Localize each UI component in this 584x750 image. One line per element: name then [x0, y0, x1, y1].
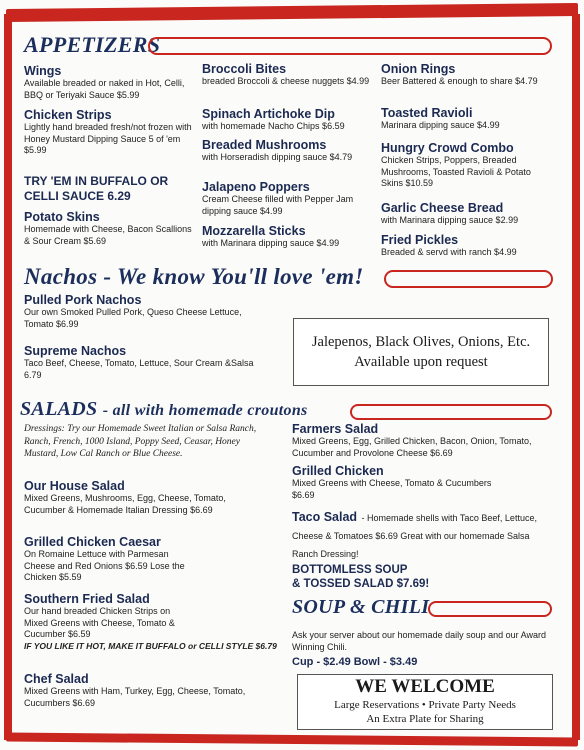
menu-frame-bottom: [6, 733, 578, 747]
item-desc: Mixed Greens with Ham, Turkey, Egg, Cheese, Tomato, Cucumbers $6.69: [24, 686, 246, 708]
appetizer-item: [202, 180, 367, 217]
nacho-item: [24, 293, 249, 330]
item-name: Grilled Chicken: [292, 464, 384, 478]
welcome-box: [297, 674, 553, 730]
item-name: Pulled Pork Nachos: [24, 293, 142, 307]
salads-subtitle: - all with homemade croutons: [102, 402, 308, 419]
menu-frame-left: [4, 14, 12, 740]
salads-title: [20, 398, 308, 421]
appetizer-item: [202, 138, 367, 164]
appetizer-item: [202, 62, 374, 88]
appetizer-item: [24, 108, 194, 157]
item-name: Southern Fried Salad: [24, 592, 150, 606]
item-name: Farmers Salad: [292, 422, 379, 436]
toppings-note: Available upon request: [354, 354, 488, 370]
salad-item: [292, 464, 492, 501]
item-desc: Chicken Strips, Poppers, Breaded Mushrooms, Toasted Ravioli & Potato Skins $10.59: [381, 155, 531, 188]
item-desc: Marinara dipping sauce $4.99: [381, 120, 500, 130]
dressings-note: [24, 423, 269, 461]
item-desc: Homemade with Cheese, Bacon Scallions & Sour Cream $5.69: [24, 224, 192, 246]
item-extra: IF YOU LIKE IT HOT, MAKE IT BUFFALO or CELLI STYLE $6.79: [24, 640, 277, 651]
menu-frame-right: [572, 14, 580, 740]
item-desc: Mixed Greens, Egg, Grilled Chicken, Bacon, Onion, Tomato, Cucumber and Provolone Cheese $6.69: [292, 436, 532, 458]
item-desc: with homemade Nacho Chips $6.59: [202, 121, 345, 131]
appetizer-item: [381, 141, 546, 190]
appetizer-item: [202, 107, 377, 133]
item-desc: with Horseradish dipping sauce $4.79: [202, 152, 353, 162]
item-desc: with Marinara dipping sauce $2.99: [381, 215, 519, 225]
item-desc: Taco Beef, Cheese, Tomato, Lettuce, Sour Cream &Salsa 6.79: [24, 358, 254, 380]
item-name: Mozzarella Sticks: [202, 224, 306, 238]
welcome-line: Large Reservations • Private Party Needs: [334, 699, 516, 711]
appetizer-item: [24, 64, 194, 101]
bottomless-promo: [292, 563, 472, 591]
soup-price: Cup - $2.49 Bowl - $3.49: [292, 656, 418, 668]
salad-item: [24, 672, 264, 709]
item-name: Chicken Strips: [24, 108, 112, 122]
item-name: Wings: [24, 64, 62, 78]
promo-line: & TOSSED SALAD $7.69!: [292, 578, 430, 590]
item-desc: Available breaded or naked in Hot, Celli, BBQ or Teriyaki Sauce $5.99: [24, 78, 185, 100]
salad-item: [24, 479, 264, 516]
dressings-text: Dressings: Try our Homemade Sweet Italian or Salsa Ranch, Ranch, French, 1000 Island, Poppy Seed, Ceasar, Honey Mustard, Low Cal Ranch or Blue Cheese.: [24, 424, 257, 459]
item-name: Fried Pickles: [381, 233, 459, 247]
item-desc: Lightly hand breaded fresh/not frozen with Honey Mustard Dipping Sauce 5 of 'em $5.99: [24, 122, 192, 155]
soup-divider: [428, 601, 552, 617]
item-desc: Mixed Greens, Mushrooms, Egg, Cheese, Tomato, Cucumber & Homemade Italian Dressing $6.69: [24, 493, 226, 515]
salad-item: [24, 535, 199, 584]
salad-item: [24, 592, 284, 652]
item-desc: with Marinara dipping sauce $4.99: [202, 238, 340, 248]
item-name: Spinach Artichoke Dip: [202, 107, 335, 121]
item-name: Breaded Mushrooms: [202, 138, 327, 152]
item-name: Chef Salad: [24, 672, 89, 686]
item-desc: Mixed Greens with Cheese, Tomato & Cucumbers $6.69: [292, 478, 492, 500]
appetizer-item: [381, 201, 553, 227]
item-desc: On Romaine Lettuce with Parmesan Cheese and Red Onions $6.59 Lose the Chicken $5.59: [24, 549, 185, 582]
nachos-title: Nachos - We know You'll love 'em!: [24, 264, 364, 289]
appetizer-item: [24, 210, 194, 247]
salads-divider: [350, 404, 552, 420]
appetizer-item: [381, 106, 551, 132]
item-name: Grilled Chicken Caesar: [24, 535, 161, 549]
item-desc: Our own Smoked Pulled Pork, Queso Cheese Lettuce, Tomato $6.99: [24, 307, 242, 329]
appetizer-item: [381, 233, 553, 259]
menu-frame-top: [6, 3, 578, 22]
item-name: Hungry Crowd Combo: [381, 141, 514, 155]
welcome-title: WE WELCOME: [355, 676, 495, 697]
item-name: Broccoli Bites: [202, 62, 287, 76]
toppings-line: Jalepenos, Black Olives, Onions, Etc.: [311, 334, 531, 350]
item-desc: Breaded & servd with ranch $4.99: [381, 247, 517, 257]
item-name: Taco Salad: [292, 510, 358, 524]
welcome-line: An Extra Plate for Sharing: [366, 713, 484, 725]
item-name: Supreme Nachos: [24, 344, 127, 358]
item-name: Jalapeno Poppers: [202, 180, 310, 194]
item-desc: Cream Cheese filled with Pepper Jam dipping sauce $4.99: [202, 194, 354, 216]
nachos-toppings-box: [293, 318, 549, 386]
promo-text: TRY 'EM IN BUFFALO OR CELLI SAUCE 6.29: [24, 174, 169, 203]
appetizers-title: APPETIZERS: [24, 32, 161, 57]
appetizer-item: [202, 224, 377, 250]
item-name: Potato Skins: [24, 210, 100, 224]
soup-title: SOUP & CHILI: [292, 596, 430, 618]
salads-heading: SALADS: [20, 398, 98, 420]
nacho-item: [24, 344, 264, 381]
soup-item: [292, 630, 547, 669]
item-name: Onion Rings: [381, 62, 456, 76]
item-desc: - Homemade shells with Taco Beef, Lettuce, Cheese & Tomatoes $6.69 Great with our homemade Salsa Ranch Dressing!: [292, 513, 537, 559]
appetizer-item: [381, 62, 551, 88]
salad-item: [292, 508, 547, 562]
item-name: Toasted Ravioli: [381, 106, 473, 120]
item-name: Garlic Cheese Bread: [381, 201, 504, 215]
nachos-divider: [384, 270, 553, 288]
item-desc: Our hand breaded Chicken Strips on Mixed Greens with Cheese, Tomato & Cucumber $6.59: [24, 606, 175, 639]
appetizers-divider: [148, 37, 552, 55]
salad-item: [292, 422, 547, 459]
promo-line: BOTTOMLESS SOUP: [292, 564, 408, 576]
appetizer-promo: [24, 174, 196, 204]
item-desc: breaded Broccoli & cheese nuggets $4.99: [202, 76, 370, 86]
item-desc: Ask your server about our homemade daily soup and our Award Winning Chili.: [292, 630, 546, 652]
item-desc: Beer Battered & enough to share $4.79: [381, 76, 538, 86]
item-name: Our House Salad: [24, 479, 125, 493]
